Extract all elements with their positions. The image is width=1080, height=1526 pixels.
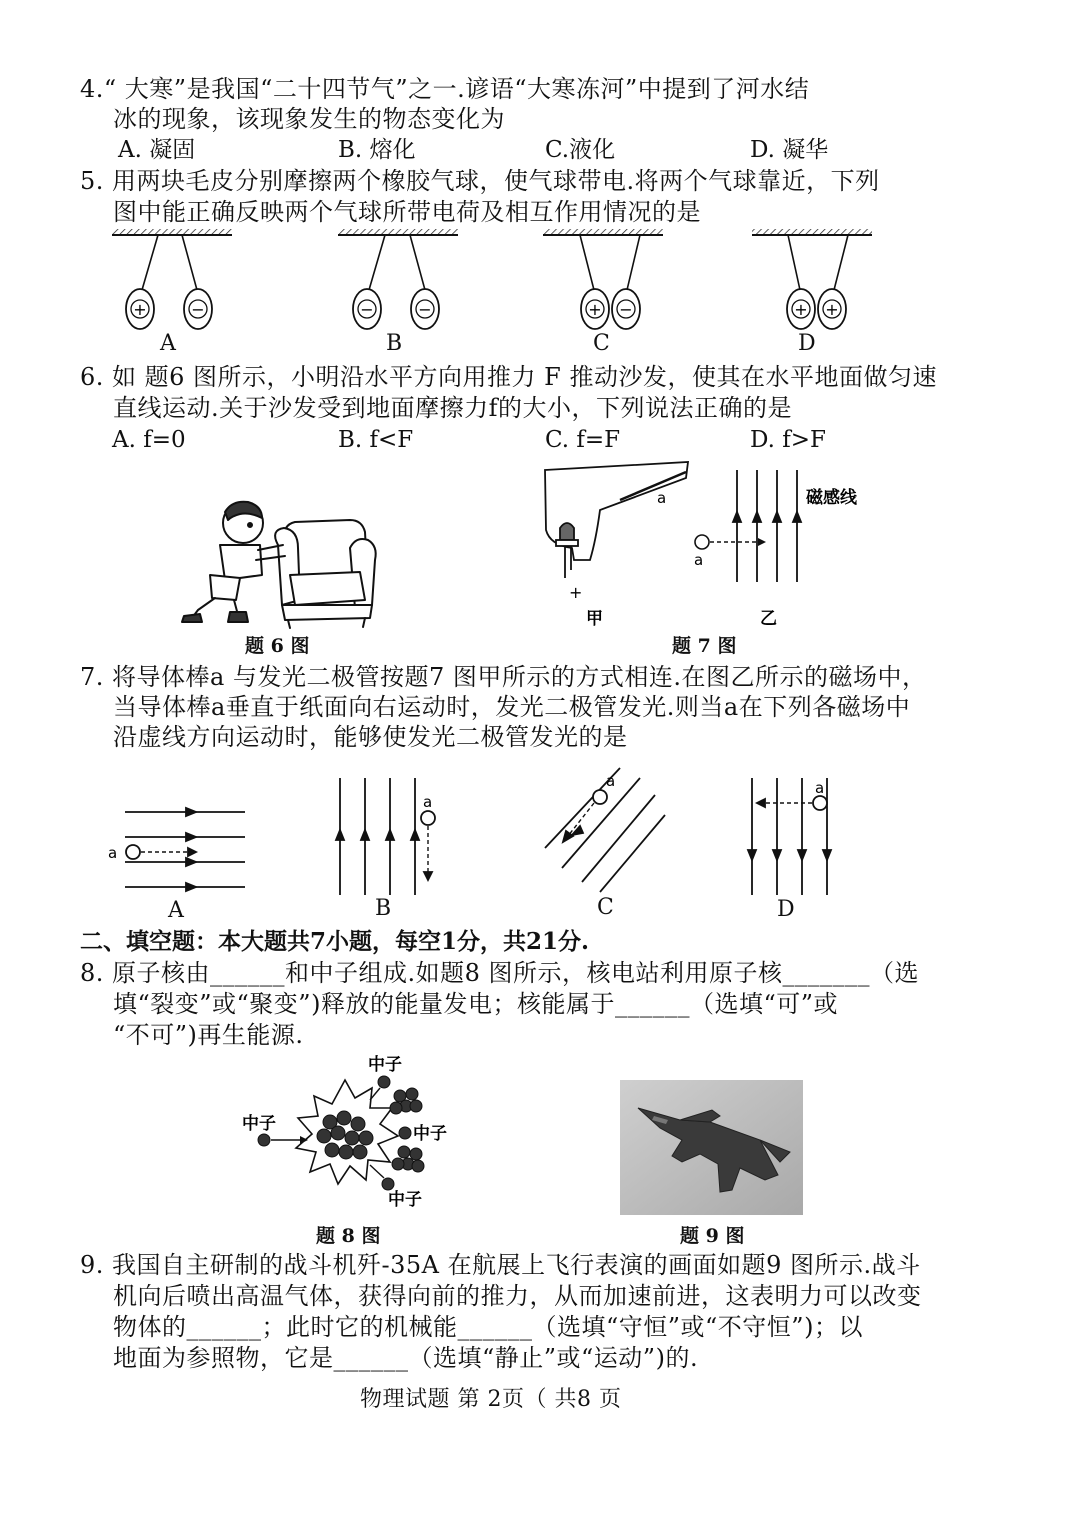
- ball-label: a: [606, 772, 616, 790]
- q5-line1: 5. 用两块毛皮分别摩擦两个橡胶气球，使气球带电.将两个气球靠近，下列: [80, 167, 880, 195]
- q5-line2: 图中能正确反映两个气球所带电荷及相互作用情况的是: [113, 198, 701, 226]
- ball-label: a: [108, 844, 118, 862]
- neutron-label-bottom: 中子: [388, 1190, 422, 1210]
- plus-sign: +: [569, 583, 583, 602]
- q8-line1: 8. 原子核由______和中子组成.如题8 图所示，核电站利用原子核_______（选: [80, 959, 920, 987]
- field-label: 磁感线: [806, 488, 857, 508]
- q4-option-d: D. 凝华: [750, 137, 829, 163]
- charge-label: +: [794, 300, 808, 319]
- q4-option-a: A. 凝固: [118, 137, 196, 163]
- q4-line1: 4.“ 大寒”是我国“二十四节气”之一.谚语“大寒冻河”中提到了河水结: [80, 75, 810, 103]
- fig9-jet-photo: [620, 1080, 803, 1215]
- neutron-incoming: [258, 1134, 270, 1146]
- ball-label: a: [815, 779, 825, 797]
- q9-line4: 地面为参照物，它是______（选填“静止”或“运动”)的.: [113, 1344, 699, 1372]
- ball-label: a: [423, 793, 433, 811]
- charge-label: −: [360, 300, 374, 319]
- q8-line2: 填“裂变”或“聚变”)释放的能量发电；核能属于______（选填“可”或: [113, 990, 838, 1018]
- charge-label: +: [588, 300, 602, 319]
- q9-line3: 物体的______；此时它的机械能______（选填“守恒”或“不守恒”)；以: [113, 1313, 863, 1341]
- rod-label: a: [657, 489, 667, 507]
- q7-label-c: C: [597, 895, 614, 920]
- fig6-caption: 题 6 图: [245, 635, 310, 657]
- q5-label-d: D: [798, 331, 816, 356]
- q6-line1: 6. 如 题6 图所示，小明沿水平方向用推力 F 推动沙发，使其在水平地面做匀速: [80, 363, 937, 391]
- q7-line3: 沿虚线方向运动时，能够使发光二极管发光的是: [113, 723, 628, 751]
- page-footer: 物理试题 第 2页（ 共8 页: [360, 1387, 622, 1412]
- fragment-top: [390, 1088, 422, 1114]
- section-heading: 二、填空题：本大题共7小题，每空1分，共21分.: [80, 928, 590, 955]
- q6-option-b: B. f<F: [338, 427, 414, 453]
- q5-label-a: A: [160, 331, 176, 356]
- q9-line1: 9. 我国自主研制的战斗机歼-35A 在航展上飞行表演的画面如题9 图所示.战斗: [80, 1251, 921, 1279]
- q6-option-c: C. f=F: [545, 427, 621, 453]
- fragment-bottom: [392, 1146, 424, 1172]
- neutron-right: [399, 1127, 411, 1139]
- q4-option-c: C.液化: [545, 137, 616, 163]
- charge-label: +: [825, 300, 839, 319]
- fig8-caption: 题 8 图: [316, 1225, 381, 1247]
- q7-line1: 7. 将导体棒a 与发光二极管按题7 图甲所示的方式相连.在图乙所示的磁场中，: [80, 663, 927, 691]
- q7-line2: 当导体棒a垂直于纸面向右运动时，发光二极管发光.则当a在下列各磁场中: [113, 693, 911, 721]
- q5-label-c: C: [593, 331, 610, 356]
- q7-label-b: B: [375, 896, 392, 921]
- charge-label: −: [619, 300, 633, 319]
- q4-line2: 冰的现象，该现象发生的物态变化为: [113, 105, 505, 133]
- neutron-top: [378, 1076, 390, 1088]
- charge-label: −: [191, 300, 205, 319]
- charge-label: +: [133, 300, 147, 319]
- q9-line2: 机向后喷出高温气体，获得向前的推力，从而加速前进，这表明力可以改变: [113, 1282, 922, 1310]
- q6-line2: 直线运动.关于沙发受到地面摩擦力f的大小，下列说法正确的是: [113, 394, 793, 422]
- q7-label-a: A: [168, 898, 184, 923]
- q4-option-b: B. 熔化: [338, 137, 416, 163]
- charge-label: −: [418, 300, 432, 319]
- fig7-caption: 题 7 图: [672, 635, 737, 657]
- fig9-caption: 题 9 图: [680, 1225, 745, 1247]
- q6-option-d: D. f>F: [750, 427, 826, 453]
- ball-label: a: [694, 551, 704, 569]
- q7-label-d: D: [777, 897, 795, 922]
- q8-line3: “不可”)再生能源.: [113, 1021, 304, 1049]
- neutron-label-top: 中子: [368, 1055, 402, 1075]
- q5-label-b: B: [386, 331, 403, 356]
- explosion-burst: [296, 1080, 398, 1184]
- neutron-label-left: 中子: [242, 1114, 276, 1134]
- neutron-label-right: 中子: [413, 1124, 447, 1144]
- yi-label: 乙: [760, 609, 777, 629]
- jia-label: 甲: [586, 609, 603, 629]
- q6-option-a: A. f=0: [112, 427, 186, 453]
- neutron-bottom: [382, 1178, 394, 1190]
